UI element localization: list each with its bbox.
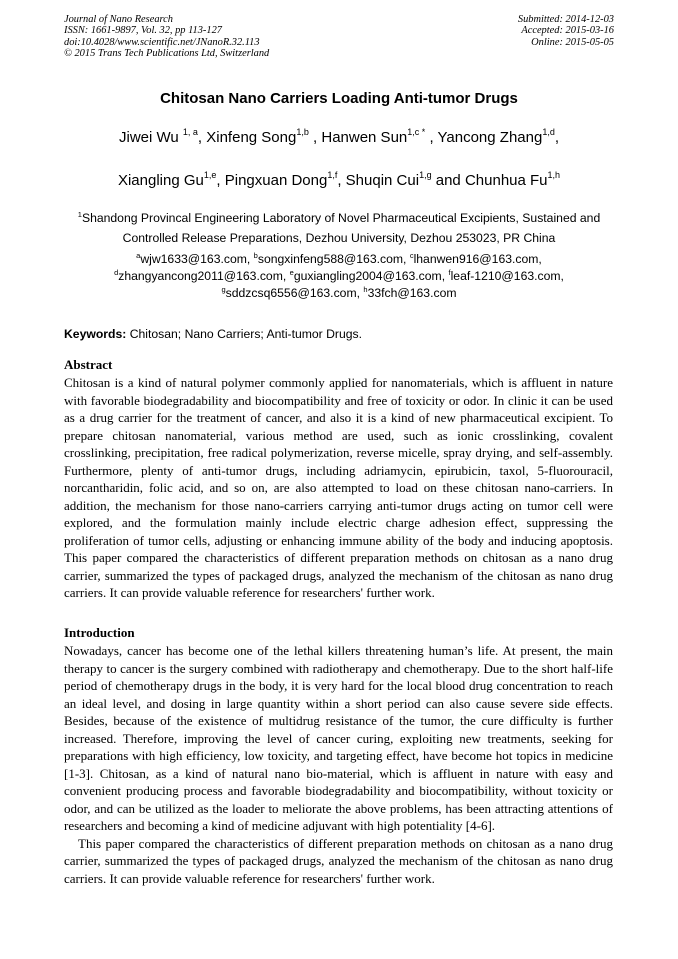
email-separator: , <box>560 269 564 283</box>
email-superscript: h <box>363 285 368 294</box>
abstract-paragraph: Chitosan is a kind of natural polymer commonly applied for nanomaterials, which is affluent in nature with favorable biodegradability and biocompatibility and free of toxicity or odor. In clinic it can be used as a drug carrier for the treatment of cancer, and also it is a kind of new pharmaceutical excipient. To prepare chitosan nanomaterial, various method are used, such as ionic crosslinking, covalent crosslinking, precipitation, free radical polymerization, reverse micelle, spray drying, and self-assembly. Furthermore, plenty of anti-tumor drugs, including adriamycin, epirubicin, taxol, 5-fluorouracil, norcantharidin, folic acid, and so on, are also attempted to load on these chitosan nano-carriers. In addition, the mechanism for those nano-carriers carrying anti-tumor drugs acting on tumor cell were explored, and the formulation mainly include electric charge adhesion effect, suppressing the proliferation of tumor cells, adjusting or enhancing immune ability of the body and inducing apoptosis. This paper compared the characteristics of different preparation methods on chitosan as a nano drug carrier, summarized the types of packaged drugs, analyzed the mechanism of the chitosan as nano drug carriers. It can provide valuable reference for researchers' further work. <box>64 375 613 600</box>
author-name: Shuqin Cui <box>345 172 420 189</box>
author-superscript: 1,g <box>419 170 432 180</box>
email-separator: , <box>356 286 364 300</box>
email-separator: , <box>403 252 410 266</box>
author-superscript: 1,d <box>542 127 555 137</box>
abstract-body <box>64 374 613 602</box>
email-separator: , <box>282 269 290 283</box>
author-superscript: 1,e <box>203 170 217 180</box>
author-separator: , <box>554 129 560 146</box>
introduction-paragraph-2: This paper compared the characteristics of different preparation methods on chitosan as a nano drug carrier, summarized the types of packaged drugs, analyzed the mechanism of the chitosan as nano drug carriers. It can provide valuable reference for researchers' further work. <box>64 835 613 886</box>
affiliation-superscript: 1 <box>77 210 82 219</box>
author-separator: , <box>425 129 438 146</box>
email-superscript: g <box>221 285 226 294</box>
author-separator: and <box>431 172 465 189</box>
email-separator: , <box>441 269 449 283</box>
author-separator: , <box>216 172 225 189</box>
paper-title: Chitosan Nano Carriers Loading Anti-tumor Drugs <box>160 90 518 107</box>
email-superscript: e <box>289 268 294 277</box>
author-separator: , <box>308 129 322 146</box>
author-name: Xinfeng Song <box>206 129 297 146</box>
journal-doi: doi:10.4028/www.scientific.net/JNanoR.32.113 <box>64 36 260 48</box>
journal-info <box>64 14 269 60</box>
author-superscript: 1, a <box>182 127 198 137</box>
introduction-heading: Introduction <box>64 625 135 640</box>
email-address[interactable]: zhangyancong2011@163.com <box>118 269 283 283</box>
author-name: Xiangling Gu <box>117 172 204 189</box>
author-superscript: 1,b <box>296 127 309 137</box>
email-address[interactable]: sddzcsq6556@163.com <box>225 286 357 300</box>
email-line <box>64 268 614 285</box>
keywords-text: Chitosan; Nano Carriers; Anti-tumor Drugs. <box>126 327 363 341</box>
author-line-2 <box>0 172 678 189</box>
email-superscript: b <box>253 251 258 260</box>
affiliation-text: Shandong Provincal Engineering Laboratory of Novel Pharmaceutical Excipients, Sustained and Controlled Release Preparations, Dezhou University, Dezhou 253023, PR China <box>81 211 601 245</box>
accepted-date: Accepted: 2015-03-16 <box>521 25 614 37</box>
author-separator: , <box>337 172 346 189</box>
email-address[interactable]: lhanwen916@163.com <box>413 252 539 266</box>
email-superscript: f <box>448 268 451 277</box>
author-name: Hanwen Sun <box>321 129 408 146</box>
email-superscript: c <box>409 251 414 260</box>
keywords <box>64 327 614 341</box>
affiliation <box>64 208 614 248</box>
author-name: Jiwei Wu <box>118 129 183 146</box>
email-line <box>64 251 614 268</box>
email-address[interactable]: wjw1633@163.com <box>140 252 247 266</box>
email-address[interactable]: 33fch@163.com <box>367 286 457 300</box>
introduction-body <box>64 642 613 887</box>
journal-name: Journal of Nano Research <box>64 14 173 25</box>
email-address[interactable]: songxinfeng588@163.com <box>257 252 404 266</box>
author-emails <box>64 251 614 302</box>
email-superscript: d <box>114 268 119 277</box>
online-date: Online: 2015-05-05 <box>531 36 614 48</box>
author-line-1 <box>0 129 678 146</box>
author-superscript: 1,h <box>547 170 561 180</box>
journal-issn: ISSN: 1661-9897, Vol. 32, pp 113-127 <box>64 25 222 37</box>
author-name: Chunhua Fu <box>464 172 548 189</box>
journal-copyright: © 2015 Trans Tech Publications Ltd, Switzerland <box>64 48 270 60</box>
author-superscript: 1,c * <box>407 127 426 137</box>
submitted-date: Submitted: 2014-12-03 <box>517 14 614 25</box>
email-address[interactable]: guxiangling2004@163.com <box>293 269 442 283</box>
email-superscript: a <box>136 251 141 260</box>
abstract-heading: Abstract <box>64 357 113 372</box>
author-separator: , <box>197 129 207 146</box>
author-name: Pingxuan Dong <box>224 172 328 189</box>
submission-dates <box>518 14 614 48</box>
author-name: Yancong Zhang <box>437 129 543 146</box>
email-address[interactable]: leaf-1210@163.com <box>450 269 561 283</box>
author-superscript: 1,f <box>327 170 338 180</box>
keywords-label: Keywords: <box>64 327 127 341</box>
email-separator: , <box>246 252 254 266</box>
introduction-paragraph-1: Nowadays, cancer has become one of the lethal killers threatening human’s life. At present, the main therapy to cancer is the surgery combined with radiotherapy and chemotherapy. Due to the short half-life period of chemotherapy drugs in the body, it is very hard for the local blood drug concentration to reach an ideal level, and dosing in large quantity within a short period can also cause severe side effects. Besides, because of the existence of multidrug resistance of the tumor, the cure difficulty is further increased. Therefore, improving the level of cancer curing, exploiting new treatments, seeking for preparations with high efficiency, low toxicity, and targeting effect, have become hot topics in medicine [1-3]. Chitosan, as a kind of natural nano bio-material, which is affluent in nature with easy and convenient producing process and favorable biodegradability and biocompatibility, without toxicity or odor, and can be utilized as the loader to meliorate the above problems, has been attracting attentions of researchers and becoming a kind of medicine adjuvant with high potentiality [4-6]. <box>64 643 613 833</box>
email-line <box>64 285 614 302</box>
email-separator: , <box>538 252 542 266</box>
